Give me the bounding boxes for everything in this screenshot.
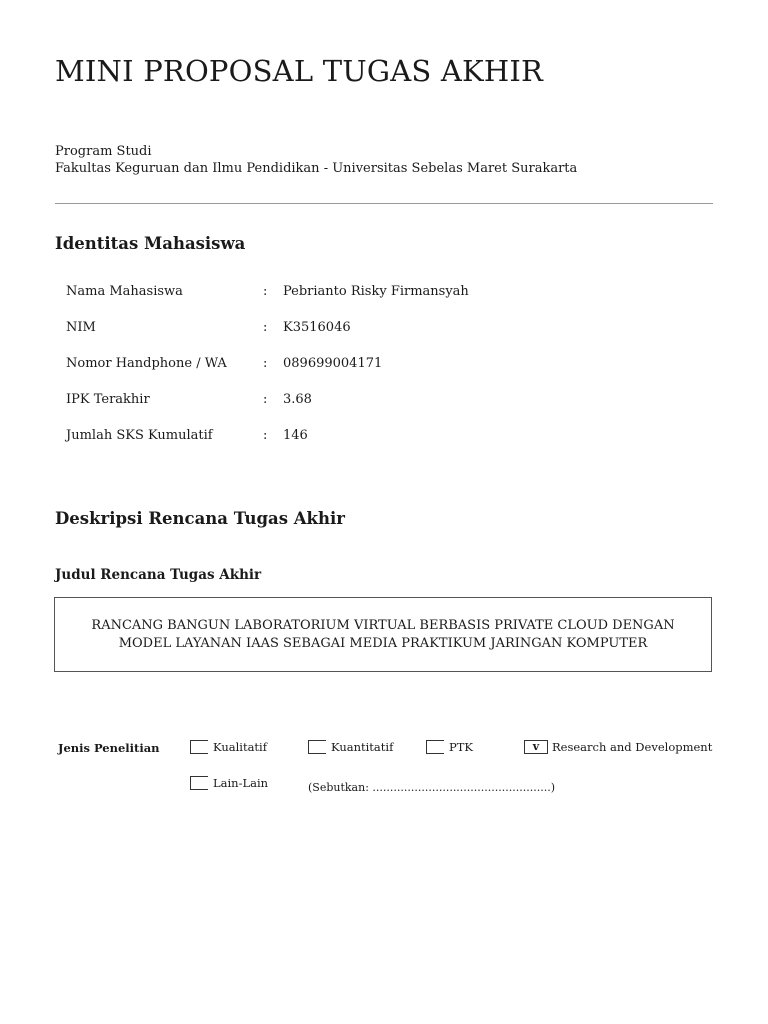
checkbox[interactable] bbox=[190, 776, 208, 790]
identity-value: Pebrianto Risky Firmansyah bbox=[283, 284, 469, 299]
identity-value: K3516046 bbox=[283, 320, 351, 335]
identity-label: Jumlah SKS Kumulatif bbox=[66, 428, 213, 443]
option-label: Research and Development bbox=[552, 740, 713, 754]
judul-label: Judul Rencana Tugas Akhir bbox=[55, 567, 262, 583]
option-label: PTK bbox=[449, 740, 473, 754]
checkbox[interactable] bbox=[426, 740, 444, 754]
jenis-penelitian-label: Jenis Penelitian bbox=[58, 741, 160, 755]
program-label: Program Studi bbox=[55, 144, 152, 159]
option-label: Kuantitatif bbox=[331, 740, 394, 754]
sebutkan-field[interactable]: (Sebutkan: ...................................................) bbox=[308, 781, 556, 794]
checkbox[interactable] bbox=[190, 740, 208, 754]
judul-text: RANCANG BANGUN LABORATORIUM VIRTUAL BERBASIS PRIVATE CLOUD DENGAN MODEL LAYANAN IAAS SEBAGAI MEDIA PRAKTIKUM JARINGAN KOMPUTER bbox=[91, 617, 675, 651]
option-label: Lain-Lain bbox=[213, 776, 269, 790]
identity-value: 146 bbox=[283, 428, 308, 443]
option-label: Kualitatif bbox=[213, 740, 267, 754]
faculty-name: Fakultas Keguruan dan Ilmu Pendidikan - Universitas Sebelas Maret Surakarta bbox=[55, 161, 578, 176]
identity-label: NIM bbox=[66, 320, 96, 335]
identity-colon: : bbox=[263, 356, 268, 371]
identity-colon: : bbox=[263, 428, 268, 443]
identity-value: 3.68 bbox=[283, 392, 312, 407]
judul-box bbox=[54, 597, 712, 672]
program-info bbox=[55, 143, 577, 177]
checkbox-checked[interactable]: v bbox=[524, 740, 548, 754]
identity-colon: : bbox=[263, 284, 268, 299]
checkbox[interactable] bbox=[308, 740, 326, 754]
header-divider bbox=[55, 203, 713, 204]
identity-colon: : bbox=[263, 392, 268, 407]
identity-colon: : bbox=[263, 320, 268, 335]
identitas-heading: Identitas Mahasiswa bbox=[55, 234, 246, 253]
deskripsi-heading: Deskripsi Rencana Tugas Akhir bbox=[55, 509, 345, 528]
document-title: MINI PROPOSAL TUGAS AKHIR bbox=[55, 54, 544, 88]
identity-label: Nama Mahasiswa bbox=[66, 284, 183, 299]
identity-label: IPK Terakhir bbox=[66, 392, 150, 407]
identity-label: Nomor Handphone / WA bbox=[66, 356, 227, 371]
identity-value: 089699004171 bbox=[283, 356, 383, 371]
